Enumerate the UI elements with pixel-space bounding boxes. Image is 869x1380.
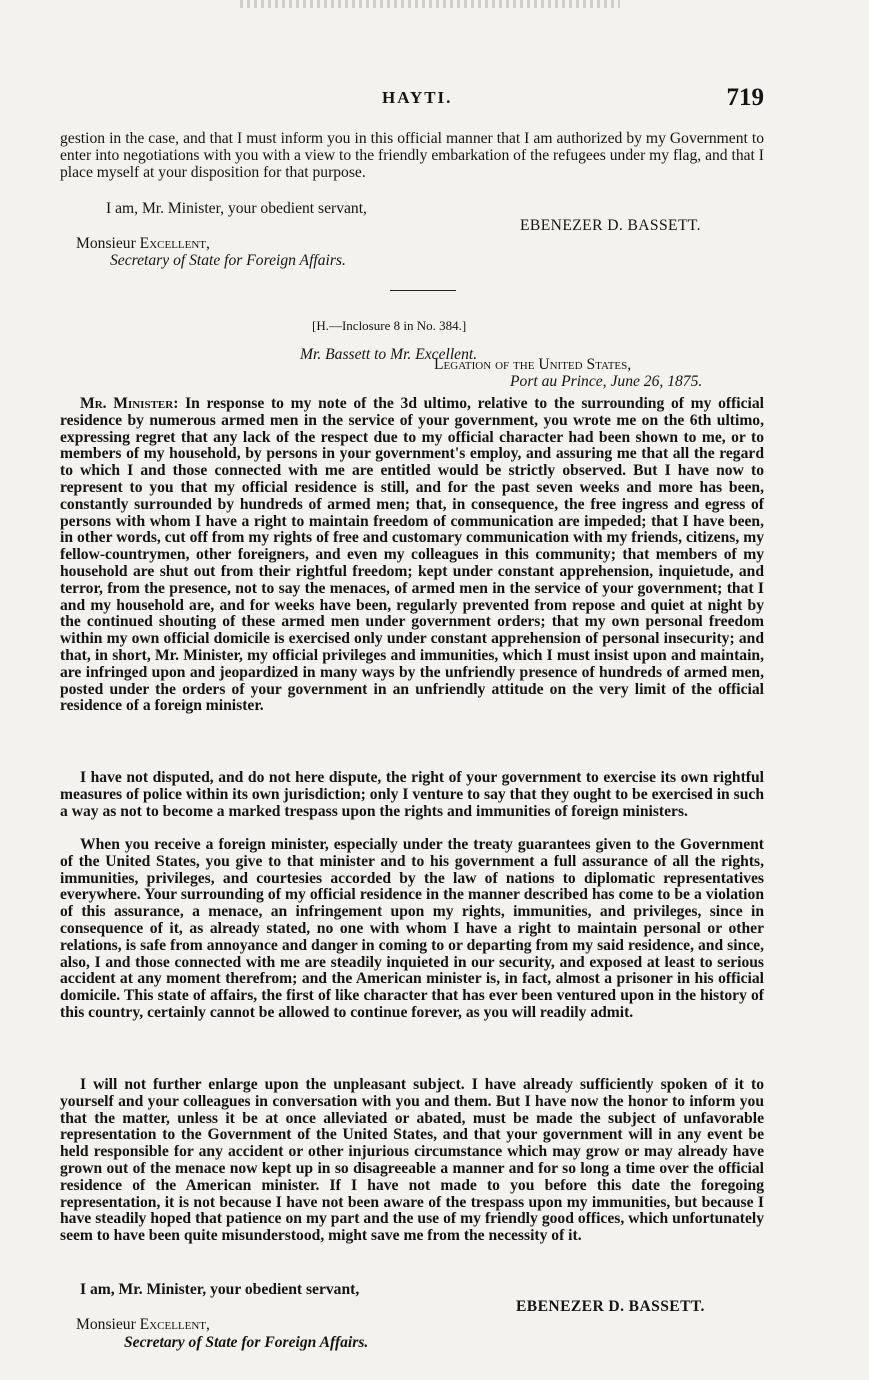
legation-line: Legation of the United States, bbox=[434, 356, 632, 373]
inclosure-label: [H.—Inclosure 8 in No. 384.] bbox=[312, 318, 467, 333]
addressee-name: Excellent, bbox=[139, 1316, 210, 1333]
salutation: Mr. Minister: bbox=[80, 395, 179, 412]
letter2-paragraph-4: I will not further enlarge upon the unpleasant subject. I have already sufficiently spoken of it to yourself and your colleagues in conversation with you and them. But I have now the honor to inform you that the matter, unless it be at once alleviated or abated, must be made the subject of unfavorable representation to the Government of the United States, and that your government will in any event be held responsible for any accident or other injurious circumstance which may grow or may already have grown out of the menace now kept up in so disagreeable a manner and for so long a time over the official residence of the American minister. If I have not made to you before this date the foregoing representation, it is not because I have not been aware of the trespass upon my immunities, but because I have steadily hoped that patience on my part and the use of my friendly good offices, which unfortunately seem to have been quite misunderstood, might save me from the necessity of it. bbox=[60, 1076, 764, 1245]
letter1-addressee-title: Secretary of State for Foreign Affairs. bbox=[110, 252, 346, 269]
letter2-addressee-title: Secretary of State for Foreign Affairs. bbox=[124, 1334, 369, 1351]
letter2-heading: Mr. Bassett to Mr. Excellent. bbox=[300, 345, 478, 363]
dateline: Port au Prince, June 26, 1875. bbox=[510, 373, 703, 390]
letter1-closing: I am, Mr. Minister, your obedient servant, bbox=[106, 200, 367, 217]
running-header bbox=[60, 84, 764, 114]
header-title: HAYTI. bbox=[382, 88, 453, 107]
letter2-paragraph-2: I have not disputed, and do not here dispute, the right of your government to exercise its own rightful measures of police within its own jurisdiction; only I venture to say that they ought to be exercised in such a way as not to become a marked trespass upon the rights and immunities of foreign ministers. bbox=[60, 769, 764, 820]
addressee-name: Excellent, bbox=[139, 235, 210, 252]
paragraph-1-text: In response to my note of the 3d ultimo, relative to the surrounding of my official residence by numerous armed men in the service of your government, you wrote me on the 6th ultimo, expressing regret that any lack of the respect due to my official character had been shown to me, or to members of my household, by persons in your government's employ, and assuring me that all the regard to which I and those connected with me are entitled would be strictly observed. But I have now to represent to you that my official residence is still, and for the past seven weeks and more has been, constantly surrounded by hundreds of armed men; that, in consequence, the free ingress and egress of persons with whom I have a right to maintain freedom of communication are impeded; that I have been, in other words, cut off from my rights of free and customary communication with my friends, citizens, my fellow-countrymen, other foreigners, and even my colleagues in this community; that members of my household are shut out from their rightful freedom; kept under constant apprehension, inquietude, and terror, from the presence, not to say the menaces, of armed men in the service of your government; that I and my household are, and for weeks have been, regularly prevented from repose and quiet at night by the continued shouting of these armed men under government orders; that my own personal freedom within my own official domicile is exercised only under constant apprehension of personal insecurity; and that, in short, Mr. Minister, my official privileges and immunities, which I must insist upon and maintain, are infringed upon and jeopardized in many ways by the unfriendly presence of hundreds of armed men, posted under the orders of your government in an unfriendly attitude on the very limit of the official residence of a foreign minister. bbox=[60, 395, 764, 715]
letter1-body: gestion in the case, and that I must inform you in this official manner that I am authorized by my Government to enter into negotiations with you with a view to the friendly embarkation of the refugees under my flag, and that I place myself at your disposition for that purpose. bbox=[60, 130, 764, 181]
letter1-signature: EBENEZER D. BASSETT. bbox=[520, 217, 701, 234]
page-number: 719 bbox=[726, 84, 764, 111]
addressee-prefix: Monsieur bbox=[76, 235, 140, 252]
letter2-paragraph-3: When you receive a foreign minister, especially under the treaty guarantees given to the Government of the United States, you give to that minister and to his government a full assurance of all the rights, immunities, privileges, and courtesies accorded by the law of nations to diplomatic representatives everywhere. Your surrounding of my official residence in the manner described has come to be a violation of this assurance, a menace, an infringement upon my rights, immunities, and privileges, since in consequence of it, as already stated, no one with whom I have a right to maintain personal or other relations, is safe from annoyance and danger in coming to or departing from my said residence, and since, also, I and those connected with me are steadily inquieted in our security, and exposed at least to serious accident at any moment therefrom; and the American minister is, in fact, almost a prisoner in his official domicile. This state of affairs, the first of like character that has ever been ventured upon in the history of this country, certainly cannot be allowed to continue forever, as you will readily admit. bbox=[60, 836, 764, 1021]
addressee-prefix: Monsieur bbox=[76, 1316, 140, 1333]
section-divider bbox=[390, 290, 456, 291]
document-page bbox=[60, 0, 764, 1380]
letter2-signature: EBENEZER D. BASSETT. bbox=[516, 1298, 705, 1315]
letter2-closing: I am, Mr. Minister, your obedient servant, bbox=[80, 1281, 360, 1298]
letter2-paragraph-1 bbox=[60, 396, 764, 715]
letter2-addressee bbox=[76, 1316, 210, 1333]
letter1-addressee bbox=[76, 235, 210, 252]
